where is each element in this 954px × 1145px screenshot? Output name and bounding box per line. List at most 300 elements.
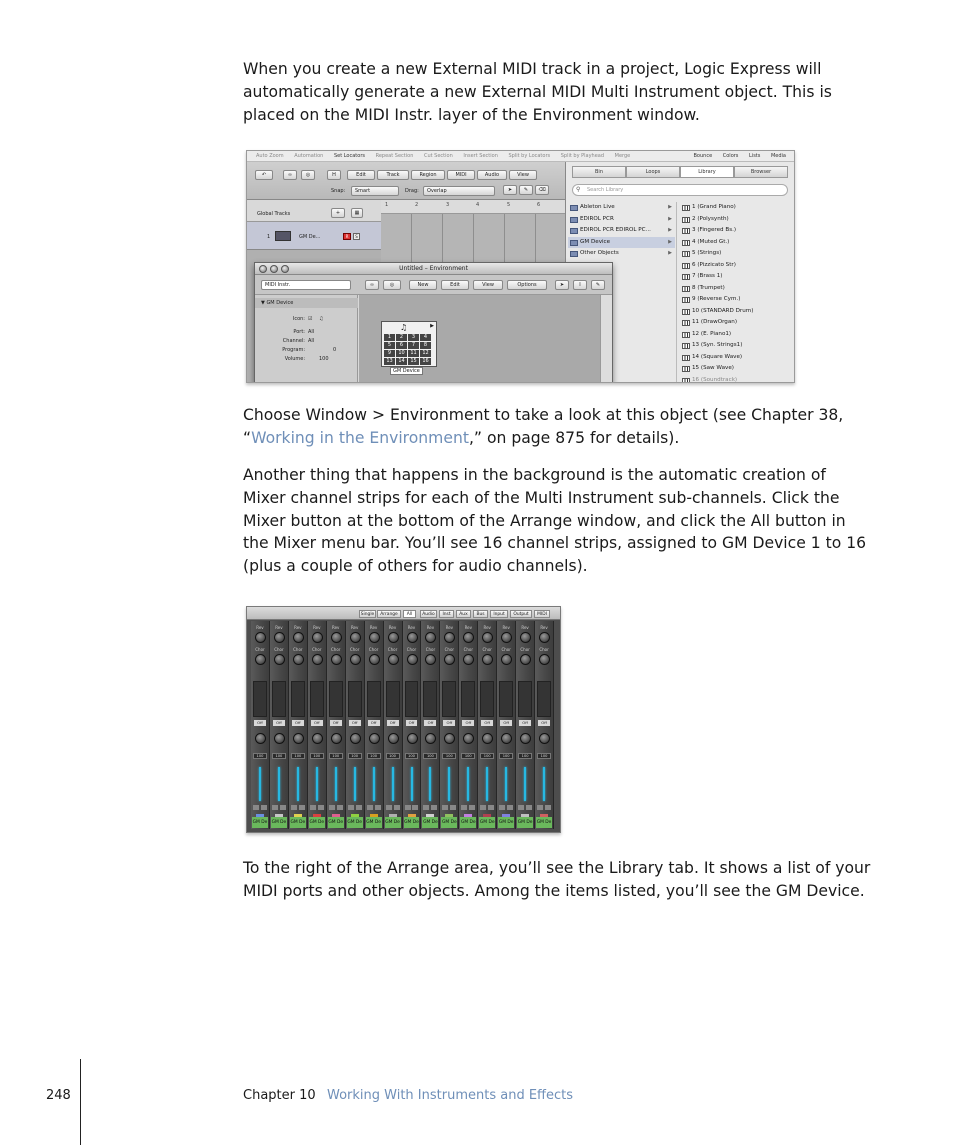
send-knob-icon[interactable] — [255, 654, 266, 665]
checkbox-icon[interactable]: ☑ — [308, 316, 313, 322]
volume-fader[interactable] — [448, 767, 450, 801]
gm-channel-cell[interactable]: 3 — [408, 334, 419, 341]
mixer-tab-aux[interactable]: Aux — [456, 610, 471, 618]
track-name: GM De... — [299, 234, 321, 240]
channel-strip[interactable] — [270, 621, 289, 829]
mute-button[interactable] — [291, 805, 297, 810]
bar-ruler[interactable] — [381, 200, 565, 214]
output-button[interactable]: Off — [462, 720, 474, 726]
send-knob-icon[interactable] — [520, 654, 531, 665]
send-knob-icon[interactable] — [274, 632, 285, 643]
output-button[interactable]: Off — [292, 720, 304, 726]
send-knob-icon[interactable] — [350, 632, 361, 643]
mute-button[interactable] — [461, 805, 467, 810]
output-button[interactable]: Off — [481, 720, 493, 726]
edit-menu-button[interactable]: Edit — [347, 170, 375, 180]
inspector-row-channel[interactable] — [255, 337, 358, 345]
pan-knob-icon[interactable] — [255, 733, 266, 744]
add-track-icon[interactable]: + — [331, 208, 345, 218]
channel-strip[interactable] — [478, 621, 497, 829]
eraser-tool-icon[interactable]: ⌫ — [535, 185, 549, 195]
solo-button[interactable] — [394, 805, 400, 810]
gm-channel-cell[interactable]: 10 — [396, 350, 407, 357]
channel-name: GM De — [347, 817, 363, 828]
drag-label: Drag: — [405, 188, 419, 194]
library-search-input[interactable]: Search Library — [572, 184, 788, 196]
volume-fader[interactable] — [524, 767, 526, 801]
send-knob-icon[interactable] — [463, 654, 474, 665]
library-channel-item[interactable] — [680, 363, 790, 375]
menu-split-by-playhead[interactable]: Split by Playhead — [560, 153, 605, 159]
send-knob-icon[interactable] — [407, 654, 418, 665]
channel-strip[interactable] — [403, 621, 422, 829]
pan-knob-icon[interactable] — [501, 733, 512, 744]
pan-knob-icon[interactable] — [350, 733, 361, 744]
mixer-tab-single[interactable]: Single — [360, 612, 375, 617]
mute-button[interactable] — [272, 805, 278, 810]
mute-button[interactable] — [518, 805, 524, 810]
send-knob-icon[interactable] — [331, 654, 342, 665]
pan-knob-icon[interactable] — [369, 733, 380, 744]
insert-slots[interactable] — [518, 681, 532, 717]
send-label: Rev — [521, 625, 529, 630]
solo-icon[interactable]: S — [353, 233, 360, 240]
catch-icon[interactable]: ◎ — [301, 170, 315, 180]
inspector-key: Program: — [282, 347, 305, 353]
volume-readout: 100 — [253, 753, 267, 759]
send-knob-icon[interactable] — [312, 632, 323, 643]
library-item-ableton[interactable] — [568, 202, 675, 214]
volume-fader[interactable] — [486, 767, 488, 801]
pan-knob-icon[interactable] — [539, 733, 550, 744]
gm-channel-cell[interactable]: 8 — [420, 342, 431, 349]
solo-button[interactable] — [431, 805, 437, 810]
solo-button[interactable] — [526, 805, 532, 810]
solo-button[interactable] — [375, 805, 381, 810]
volume-readout: 100 — [310, 753, 324, 759]
gm-channel-cell[interactable]: 9 — [384, 350, 395, 357]
volume-fader[interactable] — [543, 767, 545, 801]
volume-readout: 100 — [405, 753, 419, 759]
pan-knob-icon[interactable] — [463, 733, 474, 744]
solo-button[interactable] — [450, 805, 456, 810]
layer-select[interactable]: MIDI Instr. — [261, 280, 351, 290]
mute-button[interactable] — [442, 805, 448, 810]
channel-strip[interactable] — [440, 621, 459, 829]
send-label: Chor — [425, 647, 436, 652]
gm-channel-cell[interactable]: 5 — [384, 342, 395, 349]
volume-fader[interactable] — [335, 767, 337, 801]
pan-knob-icon[interactable] — [312, 733, 323, 744]
send-knob-icon[interactable] — [501, 654, 512, 665]
volume-readout: 100 — [329, 753, 343, 759]
menu-automation[interactable]: Automation — [294, 153, 324, 159]
inspector-row-volume[interactable] — [255, 355, 358, 363]
mute-button[interactable] — [348, 805, 354, 810]
midi-menu-button[interactable]: MIDI — [447, 170, 475, 180]
gm-channel-cell[interactable]: 2 — [396, 334, 407, 341]
menu-cut-section[interactable]: Cut Section — [423, 153, 453, 159]
channel-strip[interactable] — [384, 621, 403, 829]
library-channel-item[interactable] — [680, 237, 790, 249]
menu-bounce[interactable]: Bounce — [693, 153, 713, 159]
channel-strip[interactable] — [346, 621, 365, 829]
mixer-tab-inst[interactable]: Inst — [439, 610, 454, 618]
solo-button[interactable] — [299, 805, 305, 810]
menu-lists[interactable]: Lists — [749, 153, 761, 159]
channel-strip[interactable] — [516, 621, 535, 829]
library-item-other-objects[interactable] — [568, 248, 675, 260]
menu-set-locators[interactable]: Set Locators — [333, 153, 365, 159]
gm-channel-cell[interactable]: 12 — [420, 350, 431, 357]
send-knob-icon[interactable] — [520, 632, 531, 643]
library-channel-label: 13 (Syn. Strings1) — [692, 342, 743, 348]
drag-select[interactable]: Overlap — [423, 186, 495, 196]
inspector-row-program[interactable] — [255, 346, 358, 354]
mute-button[interactable] — [329, 805, 335, 810]
send-label: Chor — [539, 647, 549, 652]
library-channel-item[interactable] — [680, 225, 790, 237]
send-label: Rev — [313, 625, 321, 630]
library-channel-label: 2 (Polysynth) — [692, 215, 729, 222]
device-icon: ♫ — [400, 323, 408, 332]
send-label: Rev — [426, 625, 435, 630]
library-channel-item[interactable] — [680, 352, 790, 364]
library-channel-label: 6 (Pizzicato Str) — [692, 261, 736, 268]
track-row-gm-device[interactable] — [247, 222, 381, 250]
mute-button[interactable] — [367, 805, 373, 810]
volume-fader[interactable] — [505, 767, 507, 801]
insert-slots[interactable] — [272, 681, 286, 717]
send-knob-icon[interactable] — [388, 654, 399, 665]
solo-button[interactable] — [337, 805, 343, 810]
environment-title: Untitled – Environment — [399, 265, 468, 272]
library-item-edirol-pcr[interactable] — [568, 214, 675, 226]
mixer-screenshot — [246, 606, 561, 833]
output-button[interactable]: Off — [311, 720, 323, 726]
channel-strip[interactable] — [459, 621, 478, 829]
gm-channel-cell[interactable]: 11 — [408, 350, 419, 357]
channel-name: GM De — [252, 817, 268, 828]
track-options-icon[interactable]: ▦ — [351, 208, 363, 218]
output-button[interactable]: Off — [273, 720, 285, 726]
channel-strip[interactable] — [535, 621, 554, 829]
ruler-bar-3: 3 — [446, 202, 450, 208]
send-knob-icon[interactable] — [312, 654, 323, 665]
pan-knob-icon[interactable] — [274, 733, 285, 744]
mute-button[interactable] — [423, 805, 429, 810]
env-new-menu[interactable]: New — [409, 280, 437, 290]
menu-media[interactable]: Media — [770, 153, 786, 159]
solo-button[interactable] — [545, 805, 551, 810]
send-knob-icon[interactable] — [331, 632, 342, 643]
environment-scrollbar[interactable] — [600, 295, 612, 383]
menu-colors[interactable]: Colors — [722, 153, 739, 159]
tab-bin[interactable]: Bin — [572, 166, 626, 178]
library-channel-label: 5 (Strings) — [692, 250, 722, 256]
library-channel-item[interactable] — [680, 317, 790, 329]
library-channel-item[interactable] — [680, 294, 790, 306]
insert-slots[interactable] — [386, 681, 400, 717]
mixer-tab-bus[interactable]: Bus — [473, 610, 488, 618]
tab-loops[interactable]: Loops — [626, 166, 680, 178]
pan-knob-icon[interactable] — [520, 733, 531, 744]
channel-name: GM De — [441, 817, 457, 828]
library-channel-label: 9 (Reverse Cym.) — [692, 296, 741, 302]
pointer-tool-icon[interactable]: ➤ — [555, 280, 569, 290]
pan-knob-icon[interactable] — [331, 733, 342, 744]
gm-channel-cell[interactable]: 6 — [396, 342, 407, 349]
library-divider[interactable] — [676, 202, 677, 383]
channel-strip[interactable] — [421, 621, 440, 829]
device-icon[interactable]: ♫ — [319, 316, 324, 322]
volume-fader[interactable] — [392, 767, 394, 801]
gm-device-object[interactable] — [381, 321, 437, 374]
send-knob-icon[interactable] — [425, 632, 436, 643]
close-icon[interactable] — [259, 265, 267, 273]
channel-strip[interactable] — [497, 621, 516, 829]
send-knob-icon[interactable] — [463, 632, 474, 643]
marker-icon[interactable]: H — [327, 170, 341, 180]
mixer-tab-audio[interactable]: Audio — [420, 610, 437, 618]
insert-slots[interactable] — [310, 681, 324, 717]
inspector-header[interactable]: ▼ GM Device — [255, 298, 358, 308]
audio-menu-button[interactable]: Audio — [477, 170, 507, 180]
link-icon[interactable]: ∞ — [283, 170, 297, 180]
output-button[interactable]: Off — [538, 720, 550, 726]
output-button[interactable]: Off — [349, 720, 361, 726]
send-knob-icon[interactable] — [482, 654, 493, 665]
menu-repeat-section[interactable]: Repeat Section — [375, 153, 414, 159]
volume-fader[interactable] — [316, 767, 318, 801]
send-knob-icon[interactable] — [293, 632, 304, 643]
mute-button[interactable] — [253, 805, 259, 810]
track-number: 1 — [267, 234, 271, 240]
output-button[interactable]: Off — [254, 720, 266, 726]
insert-slots[interactable] — [442, 681, 456, 717]
solo-button[interactable] — [488, 805, 494, 810]
zoom-icon[interactable] — [281, 265, 289, 273]
output-button[interactable]: Off — [424, 720, 436, 726]
channel-name: GM De — [328, 817, 344, 828]
channel-strip[interactable] — [365, 621, 384, 829]
solo-button[interactable] — [356, 805, 362, 810]
tab-browser[interactable]: Browser — [734, 166, 788, 178]
send-knob-icon[interactable] — [388, 632, 399, 643]
track-menu-button[interactable]: Track — [377, 170, 409, 180]
send-knob-icon[interactable] — [444, 632, 455, 643]
output-button[interactable]: Off — [519, 720, 531, 726]
library-channel-item[interactable] — [680, 248, 790, 260]
send-knob-icon[interactable] — [369, 632, 380, 643]
volume-fader[interactable] — [297, 767, 299, 801]
mixer-tab-arrange[interactable]: Arrange — [377, 610, 401, 618]
send-label: Chor — [520, 647, 530, 652]
output-button[interactable]: Off — [387, 720, 399, 726]
output-button[interactable]: Off — [443, 720, 455, 726]
library-channel-item[interactable] — [680, 340, 790, 352]
send-knob-icon[interactable] — [369, 654, 380, 665]
minimize-icon[interactable] — [270, 265, 278, 273]
volume-fader[interactable] — [411, 767, 413, 801]
solo-button[interactable] — [261, 805, 267, 810]
mixer-tab-all[interactable]: All — [403, 610, 416, 618]
insert-slots[interactable] — [461, 681, 475, 717]
insert-slots[interactable] — [480, 681, 494, 717]
channel-strip[interactable] — [327, 621, 346, 829]
env-options-menu[interactable]: Options — [507, 280, 547, 290]
gm-channel-cell[interactable]: 13 — [384, 358, 395, 365]
midi-port-icon — [570, 228, 578, 234]
mixer-tab-midi[interactable]: MIDI — [534, 610, 550, 618]
gm-channel-cell[interactable]: 7 — [408, 342, 419, 349]
library-channel-item[interactable] — [680, 283, 790, 295]
solo-button[interactable] — [507, 805, 513, 810]
volume-fader[interactable] — [278, 767, 280, 801]
mixer-tab-input[interactable]: Input — [490, 610, 508, 618]
chapter-title-link[interactable]: Working With Instruments and Effects — [327, 1088, 574, 1103]
volume-readout: 100 — [272, 753, 286, 759]
send-knob-icon[interactable] — [539, 654, 550, 665]
catch-icon[interactable]: ◎ — [383, 280, 401, 290]
volume-fader[interactable] — [354, 767, 356, 801]
insert-slots[interactable] — [405, 681, 419, 717]
pencil-tool-icon[interactable]: ✎ — [591, 280, 605, 290]
volume-fader[interactable] — [259, 767, 261, 801]
library-paragraph: To the right of the Arrange area, you’ll see the Library tab. It shows a list of your MIDI ports and other objects. Among the items listed, you’ll see the GM Device. — [243, 859, 871, 900]
output-triangle-icon[interactable]: ▶ — [430, 323, 434, 329]
menu-split-by-locators[interactable]: Split by Locators — [508, 153, 551, 159]
menu-insert-section[interactable]: Insert Section — [463, 153, 498, 159]
library-channel-item[interactable] — [680, 306, 790, 318]
pencil-tool-icon[interactable]: ✎ — [519, 185, 533, 195]
mute-button[interactable] — [537, 805, 543, 810]
channel-strip[interactable] — [289, 621, 308, 829]
region-menu-button[interactable]: Region — [411, 170, 445, 180]
record-icon[interactable]: R — [343, 233, 351, 240]
pan-knob-icon[interactable] — [407, 733, 418, 744]
output-button[interactable]: Off — [500, 720, 512, 726]
insert-slots[interactable] — [423, 681, 437, 717]
insert-slots[interactable] — [537, 681, 551, 717]
solo-button[interactable] — [469, 805, 475, 810]
snap-select[interactable]: Smart — [351, 186, 399, 196]
send-knob-icon[interactable] — [255, 632, 266, 643]
menu-merge[interactable]: Merge — [614, 153, 631, 159]
link-icon[interactable]: ∞ — [365, 280, 379, 290]
environment-title-bar[interactable] — [255, 263, 612, 275]
pan-knob-icon[interactable] — [425, 733, 436, 744]
inspector-row-port[interactable] — [255, 328, 358, 336]
library-channel-item[interactable] — [680, 329, 790, 341]
volume-fader[interactable] — [429, 767, 431, 801]
insert-slots[interactable] — [329, 681, 343, 717]
insert-slots[interactable] — [499, 681, 513, 717]
volume-fader[interactable] — [467, 767, 469, 801]
mixer-paragraph: Another thing that happens in the background is the automatic creation of Mixer channel strips for each of the Multi Instrument sub-channels. Click the Mixer button at the bottom of the Arrange window, and click the All button in the Mixer menu bar. You’ll see 16 channel strips, assigned to GM Device 1 to 16 (plus a couple of others for audio channels). — [243, 466, 867, 576]
volume-readout: 100 — [480, 753, 494, 759]
library-item-edirol-pcr-2[interactable] — [568, 225, 675, 237]
gm-channel-cell[interactable]: 4 — [420, 334, 431, 341]
text-tool-icon[interactable]: I — [573, 280, 587, 290]
mute-button[interactable] — [480, 805, 486, 810]
mixer-tab-output[interactable]: Output — [510, 610, 532, 618]
pointer-tool-icon[interactable]: ➤ — [503, 185, 517, 195]
send-knob-icon[interactable] — [293, 654, 304, 665]
library-channel-label: 16 (Soundtrack) — [692, 376, 738, 383]
gm-channel-cell[interactable]: 14 — [396, 358, 407, 365]
send-knob-icon[interactable] — [274, 654, 285, 665]
solo-button[interactable] — [280, 805, 286, 810]
menu-auto-zoom[interactable]: Auto Zoom — [256, 153, 284, 159]
library-channel-item[interactable] — [680, 260, 790, 272]
channel-strip[interactable] — [308, 621, 327, 829]
gm-channel-cell[interactable]: 16 — [420, 358, 431, 365]
send-knob-icon[interactable] — [425, 654, 436, 665]
volume-readout: 100 — [442, 753, 456, 759]
mute-button[interactable] — [499, 805, 505, 810]
library-tabs — [572, 166, 788, 178]
channel-name: GM De — [309, 817, 325, 828]
tab-library[interactable]: Library — [680, 166, 734, 178]
volume-fader[interactable] — [373, 767, 375, 801]
library-channel-item[interactable] — [680, 375, 790, 384]
send-knob-icon[interactable] — [539, 632, 550, 643]
insert-slots[interactable] — [253, 681, 267, 717]
output-button[interactable]: Off — [406, 720, 418, 726]
channel-strip[interactable] — [251, 621, 270, 829]
send-knob-icon[interactable] — [482, 632, 493, 643]
pan-knob-icon[interactable] — [444, 733, 455, 744]
solo-button[interactable] — [412, 805, 418, 810]
send-knob-icon[interactable] — [350, 654, 361, 665]
piano-icon — [682, 320, 690, 326]
piano-icon — [682, 274, 690, 280]
mute-button[interactable] — [405, 805, 411, 810]
env-view-menu[interactable]: View — [473, 280, 503, 290]
send-knob-icon[interactable] — [501, 632, 512, 643]
pan-knob-icon[interactable] — [388, 733, 399, 744]
inspector-value: 100 — [319, 356, 329, 362]
library-item-gm-device[interactable] — [568, 237, 675, 249]
env-edit-menu[interactable]: Edit — [441, 280, 469, 290]
solo-button[interactable] — [318, 805, 324, 810]
send-knob-icon[interactable] — [444, 654, 455, 665]
insert-slots[interactable] — [348, 681, 362, 717]
library-channel-item[interactable] — [680, 271, 790, 283]
pan-knob-icon[interactable] — [293, 733, 304, 744]
view-menu-button[interactable]: View — [509, 170, 537, 180]
output-button[interactable]: Off — [330, 720, 342, 726]
mute-button[interactable] — [386, 805, 392, 810]
mute-button[interactable] — [310, 805, 316, 810]
send-knob-icon[interactable] — [407, 632, 418, 643]
insert-slots[interactable] — [291, 681, 305, 717]
gm-channel-cell[interactable]: 1 — [384, 334, 395, 341]
environment-canvas[interactable] — [359, 295, 600, 383]
cross-reference-link[interactable]: Working in the Environment — [251, 428, 469, 447]
global-tracks-row[interactable] — [247, 200, 381, 222]
pan-knob-icon[interactable] — [482, 733, 493, 744]
channel-name: GM De — [517, 817, 533, 828]
library-channel-item[interactable] — [680, 214, 790, 226]
back-icon[interactable]: ↶ — [255, 170, 273, 180]
library-channel-item[interactable] — [680, 202, 790, 214]
piano-icon — [682, 263, 690, 269]
gm-channel-cell[interactable]: 15 — [408, 358, 419, 365]
output-button[interactable]: Off — [368, 720, 380, 726]
insert-slots[interactable] — [367, 681, 381, 717]
